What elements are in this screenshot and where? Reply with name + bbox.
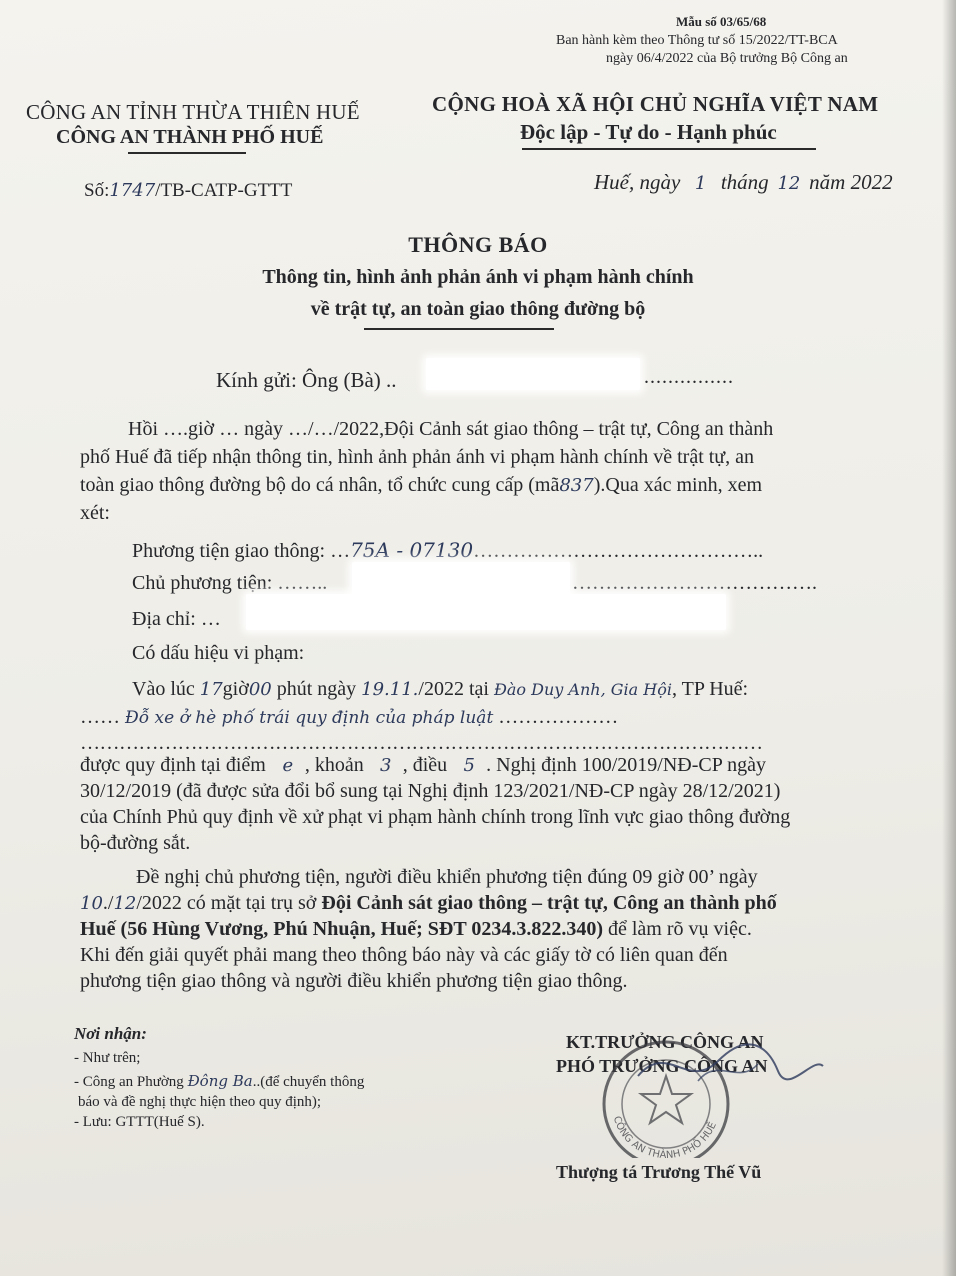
description-dots-right: ……………… (498, 706, 619, 728)
document-subtitle-2: về trật tự, an toàn giao thông đường bộ (310, 298, 646, 320)
agency-province: CÔNG AN TỈNH THỪA THIÊN HUẾ (26, 100, 360, 124)
recipient-item-1: - Như trên; (74, 1050, 141, 1066)
recipient-item-2 (74, 1072, 364, 1091)
motto-underline (522, 148, 816, 150)
agency-underline (128, 152, 246, 154)
signature-title-2: PHÓ TRƯỞNG CÔNG AN (556, 1056, 768, 1076)
subtitle-underline (364, 328, 554, 330)
form-number: Mẫu số 03/65/68 (676, 14, 767, 29)
vehicle-plate: 75A - 07130 (350, 538, 474, 562)
redacted-owner (352, 562, 570, 596)
document-title: THÔNG BÁO (408, 232, 548, 257)
seal-text: CÔNG AN THÀNH PHỐ HUẾ (610, 1114, 719, 1158)
signature-title-1: KT.TRƯỞNG CÔNG AN (566, 1032, 764, 1052)
redacted-address (246, 594, 726, 630)
time-label-c: phút ngày (276, 678, 357, 700)
time-label-a: Vào lúc (132, 678, 195, 700)
violation-description-line (80, 706, 618, 729)
violation-date: 19.11. (361, 679, 419, 700)
date-line (594, 170, 893, 195)
handwritten-signature (628, 1036, 828, 1096)
violation-hour: 17 (199, 679, 223, 700)
doc-no-suffix: /TB-CATP-GTTT (155, 180, 293, 201)
vehicle-field (132, 538, 763, 563)
request-line-3 (80, 918, 752, 941)
intro-line-3b: ).Qua xác minh, xem (593, 474, 762, 496)
recipient-dots: ............... (644, 366, 734, 388)
address-field: Địa chỉ: … (132, 608, 221, 630)
rule-d: . Nghị định 100/2019/NĐ-CP ngày (486, 754, 766, 776)
vehicle-label: Phương tiện giao thông: … (132, 540, 351, 562)
rule-point: e (282, 755, 294, 776)
report-code: 837 (559, 475, 594, 496)
violation-sign-label: Có dấu hiệu vi phạm: (132, 642, 305, 664)
signer-name: Thượng tá Trương Thế Vũ (556, 1162, 762, 1182)
appointment-sep: ./ (102, 892, 114, 914)
violation-place: Đào Duy Anh, Gia Hội (493, 680, 672, 699)
owner-dots: ………………………………. (572, 572, 817, 594)
form-issued-line2: ngày 06/4/2022 của Bộ trưởng Bộ Công an (606, 51, 848, 66)
date-place: Huế, ngày (594, 170, 681, 194)
violation-description: Đỗ xe ở hè phố trái quy định của pháp luật (125, 708, 494, 728)
appointment-month: 12 (113, 893, 137, 914)
recipient-item-2-line2: báo và đề nghị thực hiện theo quy định); (78, 1094, 322, 1110)
vehicle-dots: …………………………………….. (473, 540, 764, 562)
rule-a: được quy định tại điểm (80, 754, 266, 776)
form-issued-line1: Ban hành kèm theo Thông tư số 15/2022/TT-BCA (556, 33, 838, 48)
rule-c: , điều (402, 754, 448, 776)
date-month: 12 (777, 173, 801, 194)
date-year: năm 2022 (809, 170, 893, 194)
rule-line-3: của Chính Phủ quy định về xử phạt vi phạm hành chính trong lĩnh vực giao thông đường (80, 806, 791, 828)
intro-line-2: phố Huế đã tiếp nhận thông tin, hình ảnh phản ánh vi phạm hành chính về trật tự, an (80, 446, 755, 468)
violation-place-suffix: , TP Huế: (671, 678, 749, 700)
rule-line-4: bộ-đường sắt. (80, 832, 191, 854)
agency-city: CÔNG AN THÀNH PHỐ HUẾ (56, 126, 324, 148)
request-line-5: phương tiện giao thông và người điều khiển phương tiện giao thông. (80, 970, 628, 992)
office-name: Đội Cảnh sát giao thông – trật tự, Công an thành phố (321, 892, 777, 914)
request-line-3b: để làm rõ vụ việc. (603, 918, 752, 940)
intro-line-3 (80, 474, 762, 497)
request-line-2 (80, 892, 777, 915)
violation-year: /2022 tại (418, 678, 489, 700)
request-line-1: Đề nghị chủ phương tiện, người điều khiển phương tiện đúng 09 giờ 00’ ngày (136, 866, 758, 888)
recipients-title: Nơi nhận: (74, 1024, 147, 1043)
intro-line-3a: toàn giao thông đường bộ do cá nhân, tổ chức cung cấp (mã (80, 474, 560, 496)
document-number (84, 180, 292, 202)
violation-minute: 00 (248, 679, 272, 700)
page-edge-shadow (942, 0, 956, 1276)
rule-article: 5 (463, 755, 475, 776)
rule-clause: 3 (380, 755, 392, 776)
date-month-label: tháng (720, 170, 769, 194)
nation-title: CỘNG HOÀ XÃ HỘI CHỦ NGHĨA VIỆT NAM (432, 92, 879, 116)
violation-time (132, 678, 748, 701)
violation-dots-line: …………………………………………………………………………………………… (80, 732, 763, 754)
doc-no-handwritten: 1747 (109, 180, 156, 201)
owner-field (132, 572, 327, 595)
request-line-4: Khi đến giải quyết phải mang theo thông báo này và các giấy tờ có liên quan đến (80, 944, 728, 966)
rule-line-2: 30/12/2019 (đã được sửa đổi bổ sung tại Nghị định 123/2021/NĐ-CP ngày 28/12/2021) (80, 780, 781, 802)
recipient-label: Kính gửi: Ông (Bà) .. (216, 368, 397, 392)
ward-name: Đông Ba (187, 1072, 253, 1090)
description-dots-left: …… (80, 706, 120, 728)
office-address: Huế (56 Hùng Vương, Phú Nhuận, Huế; SĐT 0234.3.822.340) (80, 918, 603, 940)
time-label-b: giờ (222, 678, 249, 700)
appointment-day: 10 (80, 893, 103, 914)
intro-line-4: xét: (80, 502, 110, 524)
nation-motto: Độc lập - Tự do - Hạnh phúc (520, 120, 777, 144)
intro-line-1: Hồi ….giờ … ngày …/…/2022,Đội Cảnh sát giao thông – trật tự, Công an thành (128, 418, 774, 440)
rule-b: , khoản (304, 754, 364, 776)
recipient-item-2b: ..(để chuyển thông (252, 1074, 365, 1090)
date-day: 1 (694, 173, 707, 194)
recipient-item-3: - Lưu: GTTT(Huế S). (74, 1114, 205, 1130)
doc-no-prefix: Số: (84, 180, 110, 201)
document-subtitle-1: Thông tin, hình ảnh phản ánh vi phạm hành chính (262, 266, 694, 288)
rule-line-1 (80, 754, 766, 777)
recipient-item-2a: - Công an Phường (74, 1074, 184, 1090)
owner-label: Chủ phương tiện: …….. (132, 572, 328, 594)
redacted-recipient (426, 358, 640, 390)
request-line-2a: /2022 có mặt tại trụ sở (136, 892, 317, 914)
